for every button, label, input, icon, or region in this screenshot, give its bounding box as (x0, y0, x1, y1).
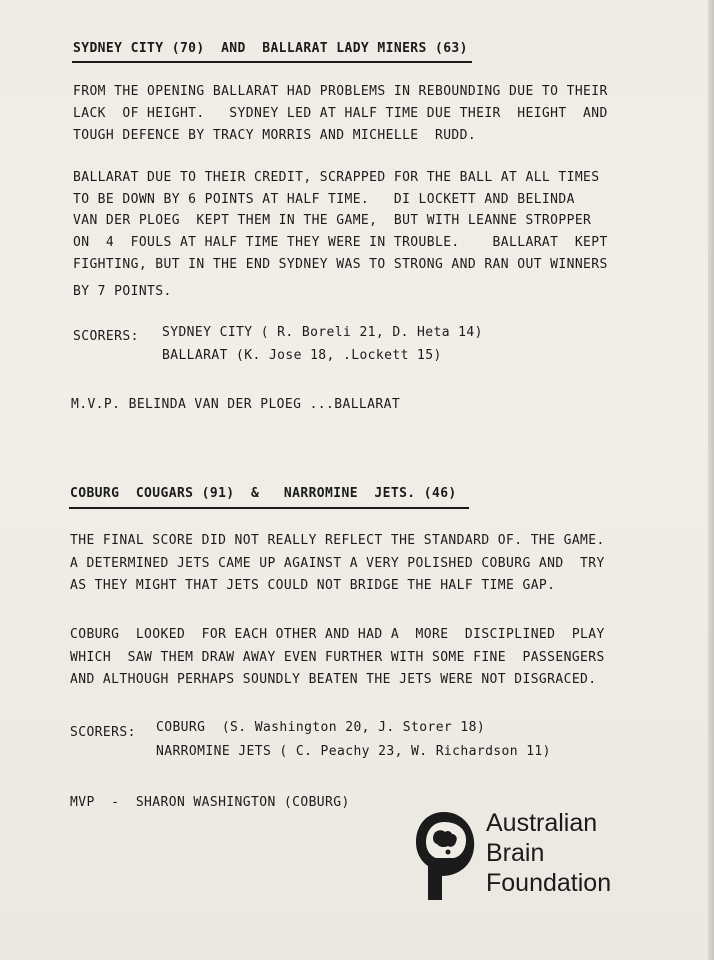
page-edge-shadow (708, 0, 714, 960)
logo-line-2: Brain (486, 839, 545, 867)
article2-para1-line1: THE FINAL SCORE DID NOT REALLY REFLECT THE STANDARD OF. THE GAME. (70, 533, 605, 548)
article2-para2-line3: AND ALTHOUGH PERHAPS SOUNDLY BEATEN THE JETS WERE NOT DISGRACED. (70, 672, 597, 687)
article1-title: SYDNEY CITY (70) AND BALLARAT LADY MINERS (63) (73, 41, 468, 56)
article2-para2-line2: WHICH SAW THEM DRAW AWAY EVEN FURTHER WITH SOME FINE PASSENGERS (70, 650, 605, 665)
article2-para1-line3: AS THEY MIGHT THAT JETS COULD NOT BRIDGE THE HALF TIME GAP. (70, 578, 556, 593)
article1-para1-line2: LACK OF HEIGHT. SYDNEY LED AT HALF TIME DUE THEIR HEIGHT AND (73, 106, 608, 121)
article2-title: COBURG COUGARS (91) & NARROMINE JETS. (46) (70, 486, 457, 501)
article1-scorers-label: SCORERS: (73, 329, 139, 344)
article2-para2-line1: COBURG LOOKED FOR EACH OTHER AND HAD A MORE DISCIPLINED PLAY (70, 627, 605, 642)
article1-scorer-sydney: SYDNEY CITY ( R. Boreli 21, D. Heta 14) (162, 325, 483, 340)
article1-scorer-ballarat: BALLARAT (K. Jose 18, .Lockett 15) (162, 348, 442, 363)
article2-para1-line2: A DETERMINED JETS CAME UP AGAINST A VERY POLISHED COBURG AND TRY (70, 556, 605, 571)
article2-scorer-coburg: COBURG (S. Washington 20, J. Storer 18) (156, 720, 486, 735)
logo-wordmark (486, 808, 611, 898)
article1-mvp: M.V.P. BELINDA VAN DER PLOEG ...BALLARAT (71, 397, 401, 412)
article2-scorers-label: SCORERS: (70, 725, 136, 740)
australian-brain-foundation-logo (414, 808, 654, 908)
article1-para2-line4: ON 4 FOULS AT HALF TIME THEY WERE IN TROUBLE. BALLARAT KEPT (73, 235, 608, 250)
logo-line-3: Foundation (486, 869, 612, 897)
article2-mvp: MVP - SHARON WASHINGTON (COBURG) (70, 795, 350, 810)
brain-head-australia-icon (414, 810, 478, 902)
article1-para2-line1: BALLARAT DUE TO THEIR CREDIT, SCRAPPED FOR THE BALL AT ALL TIMES (73, 170, 600, 185)
article1-para1-line1: FROM THE OPENING BALLARAT HAD PROBLEMS IN REBOUNDING DUE TO THEIR (73, 84, 608, 99)
article1-para1-line3: TOUGH DEFENCE BY TRACY MORRIS AND MICHELLE RUDD. (73, 128, 477, 143)
article1-para2-line3: VAN DER PLOEG KEPT THEM IN THE GAME, BUT WITH LEANNE STROPPER (73, 213, 592, 228)
article1-para2-line5: FIGHTING, BUT IN THE END SYDNEY WAS TO STRONG AND RAN OUT WINNERS (73, 257, 608, 272)
article1-title-underline (72, 61, 472, 63)
article2-scorer-narromine: NARROMINE JETS ( C. Peachy 23, W. Richardson 11) (156, 744, 551, 759)
article1-para2-line6: BY 7 POINTS. (73, 284, 172, 299)
article1-para2-line2: TO BE DOWN BY 6 POINTS AT HALF TIME. DI LOCKETT AND BELINDA (73, 192, 575, 207)
article2-title-underline (69, 507, 469, 509)
logo-line-1: Australian (486, 809, 598, 837)
